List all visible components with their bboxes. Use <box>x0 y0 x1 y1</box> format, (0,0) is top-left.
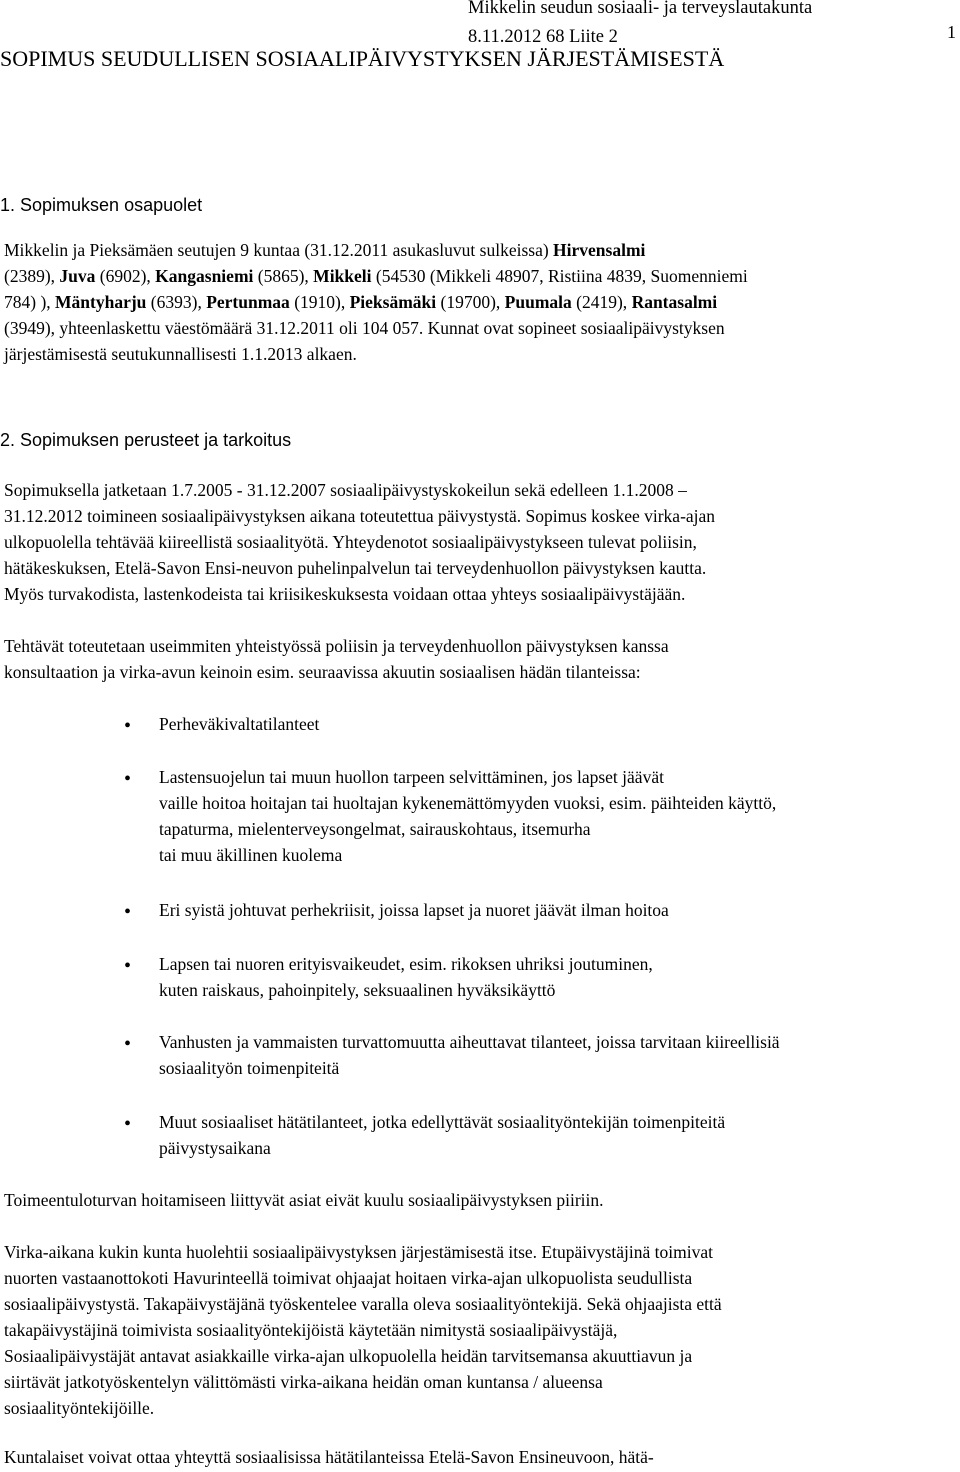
list-item: Lastensuojelun tai muun huollon tarpeen selvittäminen, jos lapset jäävät <box>159 767 664 787</box>
municipality-name: Mäntyharju <box>55 292 147 312</box>
municipality-name: Puumala <box>504 292 572 312</box>
list-item-continuation: päivystysaikana <box>159 1138 271 1158</box>
list-item: Muut sosiaaliset hätätilanteet, jotka edellyttävät sosiaalityöntekijän toimenpiteitä <box>159 1112 726 1132</box>
list-item: Perheväkivaltatilanteet <box>159 714 320 734</box>
paragraph-line: takapäivystäjinä toimivista sosiaalityöntekijöistä käytetään nimitystä sosiaalipäivystäjä, <box>4 1320 618 1340</box>
list-item-continuation: tai muu äkillinen kuolema <box>159 845 343 865</box>
municipality-name: Pieksämäki <box>349 292 437 312</box>
list-item-continuation: sosiaalityön toimenpiteitä <box>159 1058 340 1078</box>
municipality-name: Mikkeli <box>313 266 372 286</box>
header-date-appendix: 8.11.2012 68 Liite 2 <box>468 27 618 47</box>
list-item-continuation: kuten raiskaus, pahoinpitely, seksuaalinen hyväksikäyttö <box>159 980 556 1000</box>
paragraph-line: hätäkeskuksen, Etelä-Savon Ensi-neuvon puhelinpalvelun tai terveydenhuollon päivystyksen kautta. <box>4 558 707 578</box>
bullet-icon: • <box>124 1113 132 1135</box>
paragraph-line: nuorten vastaanottokoti Havurinteellä toimivat ohjaajat hoitaen virka-ajan ulkopuolista seudullista <box>4 1268 693 1288</box>
paragraph-line: Myös turvakodista, lastenkodeista tai kriisikeskuksesta voidaan ottaa yhteys sosiaalipäivystäjään. <box>4 584 686 604</box>
paragraph-line: Sosiaalipäivystäjät antavat asiakkaille virka-ajan ulkopuolella heidän tarvitsemansa akuuttiavun ja <box>4 1346 693 1366</box>
page-number: 1 <box>947 22 956 42</box>
paragraph-line: Sopimuksella jatketaan 1.7.2005 - 31.12.2007 sosiaalipäivystyskokeilun sekä edelleen 1.1.2008 – <box>4 480 687 500</box>
paragraph-line: sosiaalipäivystystä. Takapäivystäjänä työskentelee varalla oleva sosiaalityöntekijä. Sekä ohjaajista että <box>4 1294 722 1314</box>
bullet-icon: • <box>124 955 132 977</box>
list-item-continuation: vaille hoitoa hoitajan tai huoltajan kykenemättömyyden vuoksi, esim. päihteiden käyttö, <box>159 793 777 813</box>
paragraph-line: 784) ), Mäntyharju (6393), Pertunmaa (1910), Pieksämäki (19700), Puumala (2419), Rantasalmi <box>4 292 718 312</box>
list-item-continuation: tapaturma, mielenterveysongelmat, sairauskohtaus, itsemurha <box>159 819 591 839</box>
document-title: SOPIMUS SEUDULLISEN SOSIAALIPÄIVYSTYKSEN JÄRJESTÄMISESTÄ <box>0 46 725 71</box>
municipality-name: Hirvensalmi <box>553 240 646 260</box>
list-item: Vanhusten ja vammaisten turvattomuutta aiheuttavat tilanteet, joissa tarvitaan kiireellisiä <box>159 1032 780 1052</box>
paragraph-line: järjestämisestä seutukunnallisesti 1.1.2013 alkaen. <box>4 344 357 364</box>
bullet-icon: • <box>124 715 132 737</box>
paragraph-line: Virka-aikana kukin kunta huolehtii sosiaalipäivystyksen järjestämisestä itse. Etupäivystäjinä toimivat <box>4 1242 713 1262</box>
header-committee: Mikkelin seudun sosiaali- ja terveyslautakunta <box>468 0 813 18</box>
paragraph-line: sosiaalityöntekijöille. <box>4 1398 155 1418</box>
paragraph-line: Toimeentuloturvan hoitamiseen liittyvät asiat eivät kuulu sosiaalipäivystyksen piiriin. <box>4 1190 604 1210</box>
section-2-heading: 2. Sopimuksen perusteet ja tarkoitus <box>0 430 292 450</box>
paragraph-line: (2389), Juva (6902), Kangasniemi (5865), Mikkeli (54530 (Mikkeli 48907, Ristiina 4839, Suomenniemi <box>4 266 748 286</box>
paragraph-line: Mikkelin ja Pieksämäen seutujen 9 kuntaa (31.12.2011 asukasluvut sulkeissa) Hirvensalmi <box>4 240 646 260</box>
paragraph-line: ulkopuolella tehtävää kiireellistä sosiaalityötä. Yhteydenotot sosiaalipäivystykseen tulevat poliisin, <box>4 532 697 552</box>
list-item: Lapsen tai nuoren erityisvaikeudet, esim. rikoksen uhriksi joutuminen, <box>159 954 653 974</box>
municipality-name: Juva <box>59 266 96 286</box>
paragraph-line: 31.12.2012 toimineen sosiaalipäivystyksen aikana toteutettua päivystystä. Sopimus koskee virka-ajan <box>4 506 716 526</box>
list-item: Eri syistä johtuvat perhekriisit, joissa lapset ja nuoret jäävät ilman hoitoa <box>159 900 669 920</box>
bullet-icon: • <box>124 1033 132 1055</box>
paragraph-line: (3949), yhteenlaskettu väestömäärä 31.12.2011 oli 104 057. Kunnat ovat sopineet sosiaalipäivystyksen <box>4 318 725 338</box>
bullet-icon: • <box>124 901 132 923</box>
municipality-name: Kangasniemi <box>155 266 254 286</box>
paragraph-line: Tehtävät toteutetaan useimmiten yhteistyössä poliisin ja terveydenhuollon päivystyksen kanssa <box>4 636 669 656</box>
municipality-name: Rantasalmi <box>631 292 718 312</box>
municipality-name: Pertunmaa <box>206 292 290 312</box>
bullet-icon: • <box>124 768 132 790</box>
paragraph-line: Kuntalaiset voivat ottaa yhteyttä sosiaalisissa hätätilanteissa Etelä-Savon Ensineuvoon, hätä- <box>4 1447 654 1467</box>
section-1-heading: 1. Sopimuksen osapuolet <box>0 195 203 215</box>
paragraph-line: siirtävät jatkotyöskentelyn välittömästi virka-aikana heidän oman kuntansa / alueensa <box>4 1372 603 1392</box>
paragraph-line: konsultaation ja virka-avun keinoin esim. seuraavissa akuutin sosiaalisen hädän tilanteissa: <box>4 662 641 682</box>
